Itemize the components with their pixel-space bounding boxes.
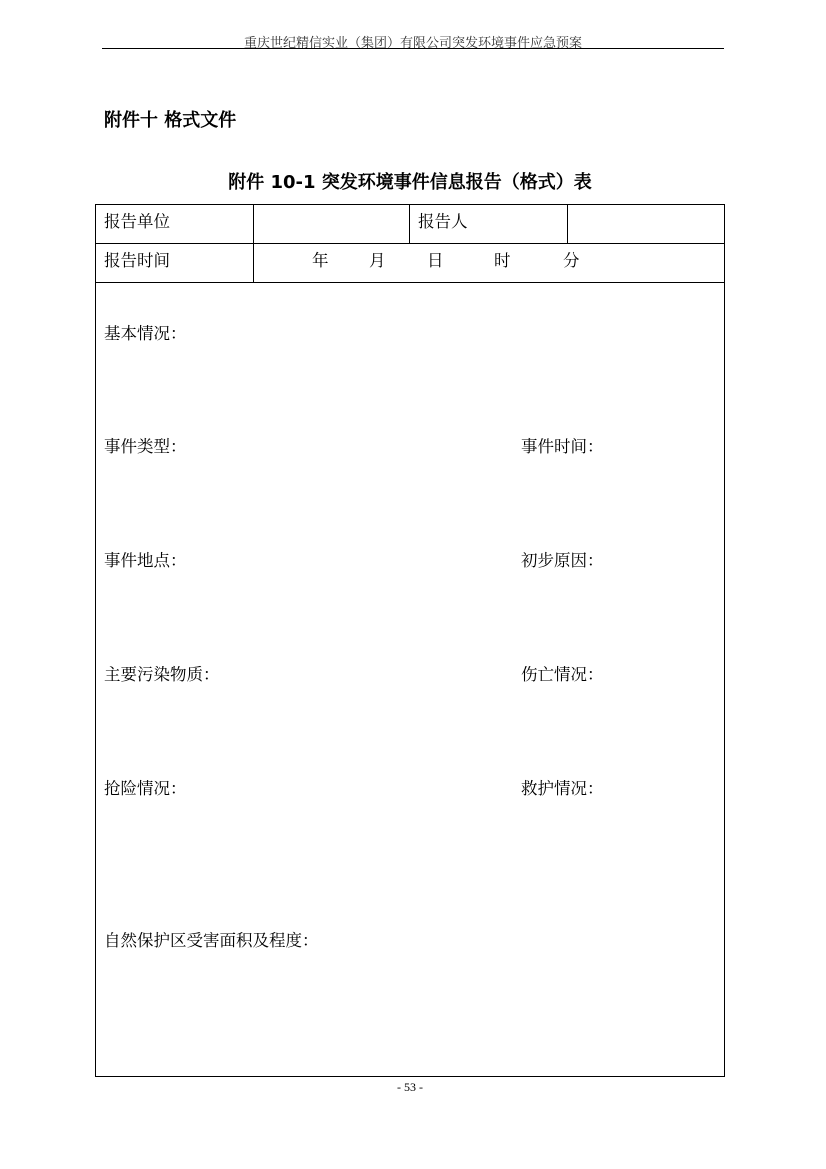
rescue-situation-label: 抢险情况： — [104, 779, 187, 798]
basic-situation-label: 基本情况： — [104, 324, 187, 343]
report-time-label: 报告时间 — [104, 251, 170, 270]
section-title: 附件十 格式文件 — [104, 110, 237, 131]
hour-unit: 时 — [494, 251, 511, 270]
year-unit: 年 — [312, 251, 329, 270]
header-divider — [102, 48, 724, 49]
aid-situation-label: 救护情况： — [521, 779, 604, 798]
form-row-time — [96, 244, 724, 283]
reporter-label: 报告人 — [409, 205, 567, 243]
form-title: 附件 10-1 突发环境事件信息报告（格式）表 — [228, 172, 592, 193]
reserve-damage-label: 自然保护区受害面积及程度： — [104, 931, 319, 950]
page-header: 重庆世纪精信实业（集团）有限公司突发环境事件应急预案 — [243, 36, 582, 51]
report-time-field[interactable] — [253, 244, 724, 282]
page-number: - 53 - — [397, 1080, 423, 1094]
casualties-label: 伤亡情况： — [521, 665, 604, 684]
event-time-label: 事件时间： — [521, 437, 604, 456]
reporter-field[interactable] — [567, 205, 724, 243]
main-pollutants-label: 主要污染物质： — [104, 665, 220, 684]
form-row-reporter — [96, 205, 724, 244]
report-unit-field[interactable] — [253, 205, 409, 243]
minute-unit: 分 — [563, 251, 580, 270]
report-unit-label: 报告单位 — [104, 212, 170, 231]
report-form-table — [95, 204, 725, 1077]
event-type-label: 事件类型： — [104, 437, 187, 456]
initial-cause-label: 初步原因： — [521, 551, 604, 570]
month-unit: 月 — [369, 251, 386, 270]
event-location-label: 事件地点： — [104, 551, 187, 570]
day-unit: 日 — [427, 251, 444, 270]
